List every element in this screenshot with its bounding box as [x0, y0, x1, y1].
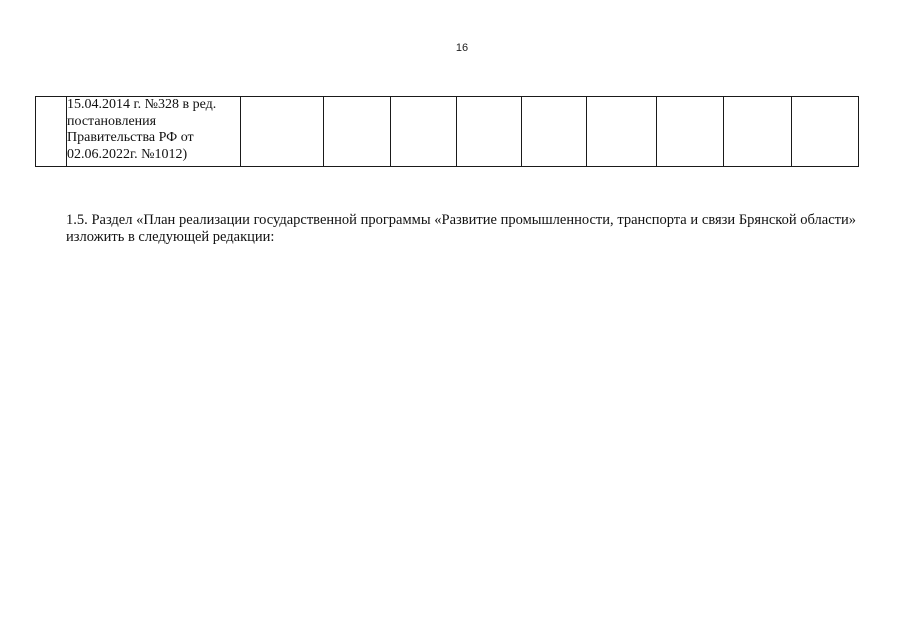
table-cell-description: [67, 97, 241, 167]
table-cell-empty: [792, 97, 859, 167]
table-cell-empty: [724, 97, 792, 167]
table-cell-empty: [241, 97, 324, 167]
description-line: постановления: [67, 113, 157, 129]
table-cell-empty: [587, 97, 657, 167]
description-line: Правительства РФ от: [67, 130, 194, 145]
description-line: 15.04.2014 г. №328 в ред.: [67, 97, 217, 112]
table-cell-empty: [657, 97, 724, 167]
table-cell-empty: [324, 97, 391, 167]
continuation-table: [35, 96, 859, 167]
table-cell-number: [36, 97, 67, 167]
table-row: [36, 97, 859, 167]
description-line: 02.06.2022г. №1012): [67, 146, 188, 162]
table-cell-empty: [522, 97, 587, 167]
section-paragraph: 1.5. Раздел «План реализации государственной программы «Развитие промышленности, транспорта и связи Брянской области» изложить в следующей редакции:: [66, 212, 856, 245]
page-number: 16: [455, 42, 469, 54]
table-cell-empty: [391, 97, 457, 167]
table-cell-empty: [457, 97, 522, 167]
